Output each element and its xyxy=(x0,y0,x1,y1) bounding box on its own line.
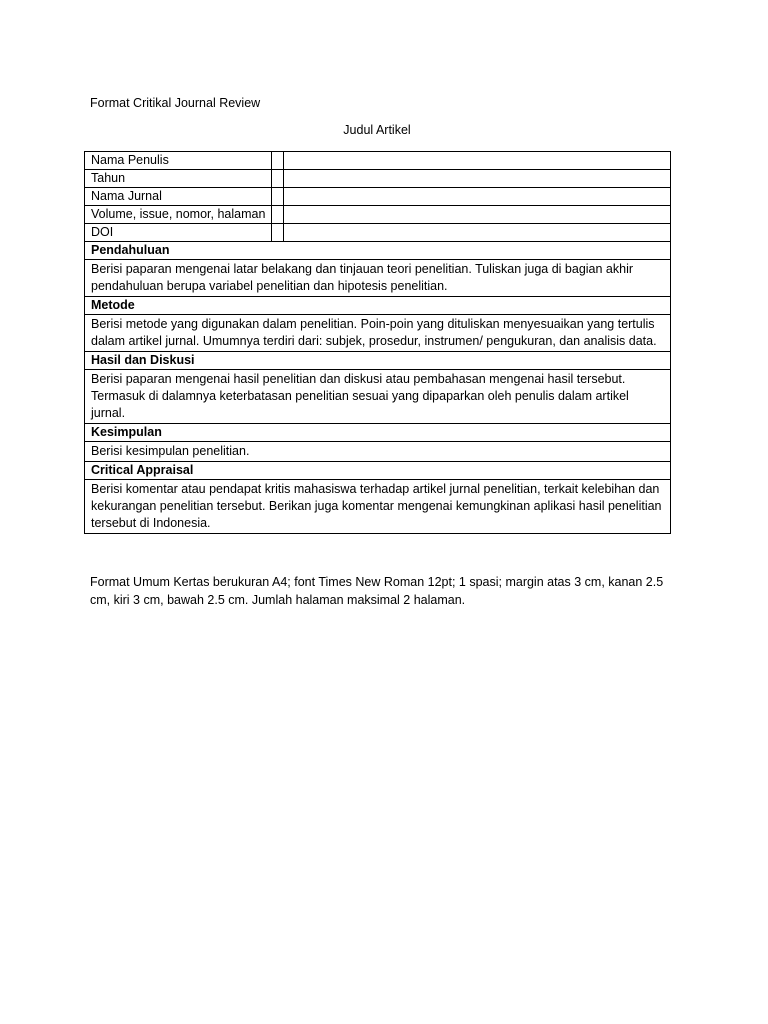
section-body-results: Berisi paparan mengenai hasil penelitian dan diskusi atau pembahasan mengenai hasil tersebut. Termasuk di dalamnya keterbatasan penelitian sesuai yang dipaparkan oleh penulis dalam artikel jurnal. xyxy=(85,370,671,424)
row-value-cell xyxy=(284,170,671,188)
row-separator-cell xyxy=(271,170,283,188)
row-label: Nama Jurnal xyxy=(85,188,272,206)
document-heading: Format Critikal Journal Review xyxy=(90,96,261,110)
section-body-critical-appraisal: Berisi komentar atau pendapat kritis mahasiswa terhadap artikel jurnal penelitian, terkait kelebihan dan kekurangan penelitian tersebut. Berikan juga komentar mengenai kemungkinan aplikasi hasil penelitian tersebut di Indonesia. xyxy=(85,480,671,534)
section-header-results: Hasil dan Diskusi xyxy=(85,352,671,370)
section-header-critical-appraisal: Critical Appraisal xyxy=(85,462,671,480)
table-row-year xyxy=(85,170,671,188)
table-row-author xyxy=(85,152,671,170)
row-separator-cell xyxy=(271,188,283,206)
section-body-method: Berisi metode yang digunakan dalam penelitian. Poin-poin yang dituliskan menyesuaikan yang tertulis dalam artikel jurnal. Umumnya terdiri dari: subjek, prosedur, instrumen/ pengukuran, dan analisis data. xyxy=(85,315,671,352)
section-header-row xyxy=(85,424,671,442)
row-label: Tahun xyxy=(85,170,272,188)
section-header-method: Metode xyxy=(85,297,671,315)
row-separator-cell xyxy=(271,224,283,242)
row-separator-cell xyxy=(271,152,283,170)
section-body-row xyxy=(85,260,671,297)
section-body-conclusion: Berisi kesimpulan penelitian. xyxy=(85,442,671,462)
section-header-row xyxy=(85,352,671,370)
row-value-cell xyxy=(284,206,671,224)
row-value-cell xyxy=(284,152,671,170)
row-value-cell xyxy=(284,188,671,206)
table-row-doi xyxy=(85,224,671,242)
format-note: Format Umum Kertas berukuran A4; font Times New Roman 12pt; 1 spasi; margin atas 3 cm, kanan 2.5 cm, kiri 3 cm, bawah 2.5 cm. Jumlah halaman maksimal 2 halaman. xyxy=(90,575,664,607)
row-separator-cell xyxy=(271,206,283,224)
section-header-introduction: Pendahuluan xyxy=(85,242,671,260)
row-label: Nama Penulis xyxy=(85,152,272,170)
section-body-row xyxy=(85,370,671,424)
section-header-row xyxy=(85,297,671,315)
section-body-row xyxy=(85,480,671,534)
row-label: Volume, issue, nomor, halaman xyxy=(85,206,272,224)
article-title: Judul Artikel xyxy=(343,123,411,137)
row-label: DOI xyxy=(85,224,272,242)
table-row-journal-name xyxy=(85,188,671,206)
review-table xyxy=(84,151,671,534)
row-value-cell xyxy=(284,224,671,242)
section-body-row xyxy=(85,315,671,352)
section-body-introduction: Berisi paparan mengenai latar belakang dan tinjauan teori penelitian. Tuliskan juga di bagian akhir pendahuluan berupa variabel penelitian dan hipotesis penelitian. xyxy=(85,260,671,297)
section-header-row xyxy=(85,242,671,260)
section-body-row xyxy=(85,442,671,462)
section-header-row xyxy=(85,462,671,480)
table-row-volume xyxy=(85,206,671,224)
section-header-conclusion: Kesimpulan xyxy=(85,424,671,442)
